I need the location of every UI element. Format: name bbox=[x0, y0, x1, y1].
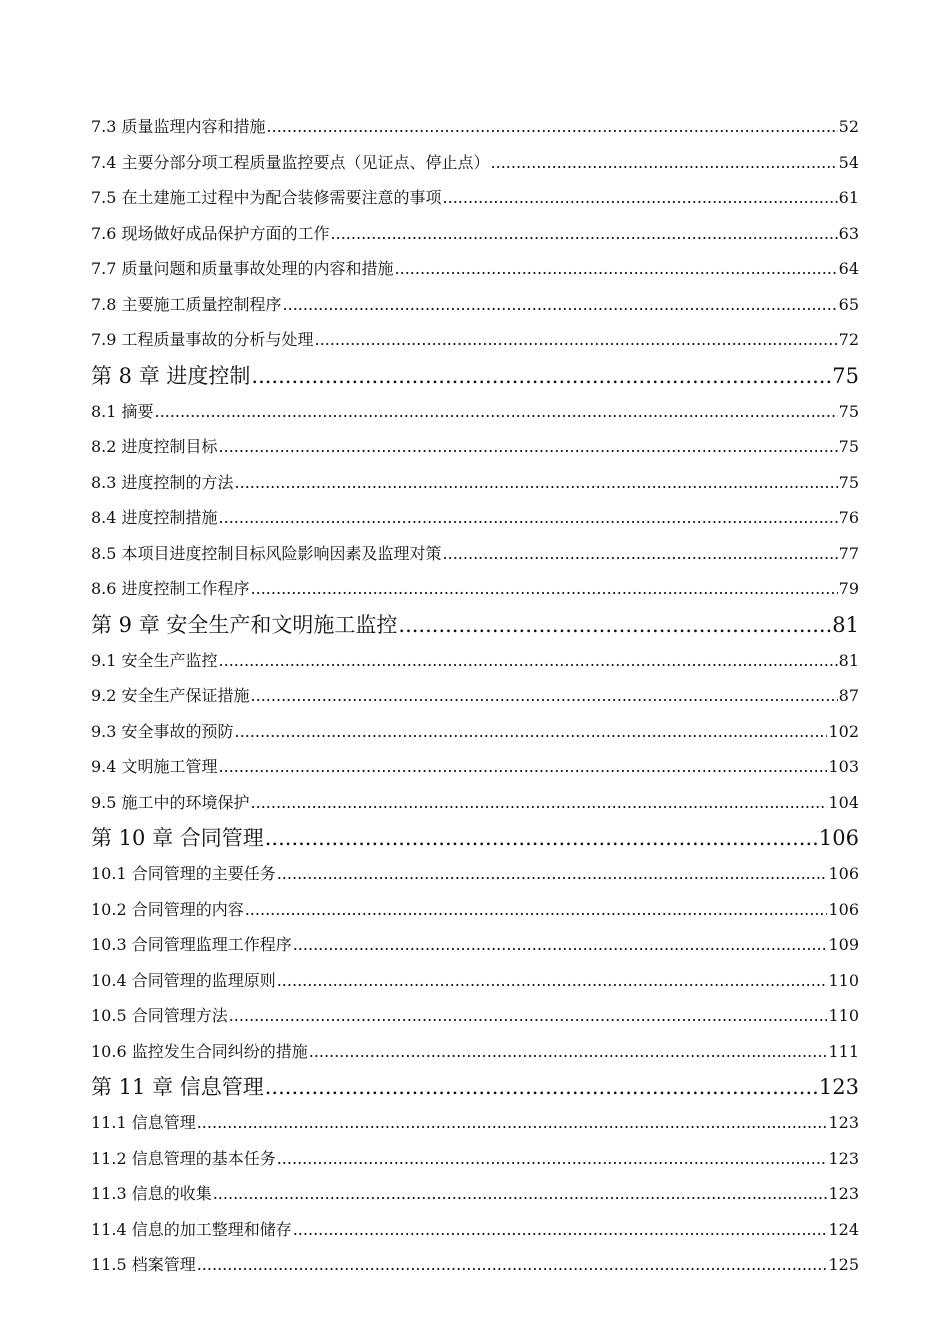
toc-entry[interactable] bbox=[91, 749, 859, 785]
toc-entry-page: 102 bbox=[828, 721, 859, 741]
toc-entry-page: 125 bbox=[828, 1255, 859, 1274]
toc-entry-page: 111 bbox=[828, 1041, 859, 1061]
toc-entry[interactable] bbox=[91, 322, 859, 358]
toc-entry[interactable] bbox=[91, 251, 859, 287]
toc-dot-leader bbox=[293, 1212, 828, 1248]
toc-entry-page: 110 bbox=[828, 970, 859, 990]
toc-entry[interactable] bbox=[91, 429, 859, 465]
toc-entry-page: 65 bbox=[838, 294, 859, 314]
toc-entry[interactable] bbox=[91, 856, 859, 892]
toc-entry[interactable] bbox=[91, 678, 859, 714]
toc-entry-page: 123 bbox=[828, 1184, 859, 1203]
toc-entry[interactable] bbox=[91, 1212, 859, 1248]
toc-dot-leader bbox=[265, 820, 818, 856]
toc-entry[interactable] bbox=[91, 1034, 859, 1070]
toc-entry-title: 8.6 进度控制工作程序 bbox=[91, 579, 250, 598]
toc-entry-page: 52 bbox=[838, 117, 859, 136]
toc-entry[interactable] bbox=[91, 927, 859, 963]
toc-dot-leader bbox=[155, 394, 838, 430]
toc-entry-title: 9.4 文明施工管理 bbox=[91, 757, 218, 776]
toc-entry[interactable] bbox=[91, 1247, 859, 1283]
toc-entry-title: 7.6 现场做好成品保护方面的工作 bbox=[91, 223, 330, 243]
toc-entry-title: 11.1 信息管理 bbox=[91, 1113, 196, 1132]
toc-chapter-title: 第 8 章 进度控制 bbox=[91, 363, 251, 388]
toc-entry-page: 123 bbox=[828, 1148, 859, 1168]
toc-entry-title: 8.2 进度控制目标 bbox=[91, 437, 218, 456]
toc-entry-title: 10.2 合同管理的内容 bbox=[91, 899, 244, 919]
toc-entry-title: 9.5 施工中的环境保护 bbox=[91, 792, 250, 812]
toc-dot-leader bbox=[229, 998, 828, 1034]
toc-chapter-entry[interactable] bbox=[91, 820, 859, 856]
toc-entry-title: 7.3 质量监理内容和措施 bbox=[91, 117, 266, 136]
toc-entry-page: 79 bbox=[838, 579, 859, 598]
toc-entry-title: 11.4 信息的加工整理和储存 bbox=[91, 1219, 292, 1239]
toc-entry-title: 8.3 进度控制的方法 bbox=[91, 472, 234, 492]
toc-entry-page: 106 bbox=[828, 864, 859, 883]
toc-entry[interactable] bbox=[91, 785, 859, 821]
toc-entry-page: 75 bbox=[838, 401, 859, 421]
toc-entry[interactable] bbox=[91, 1176, 859, 1212]
toc-entry-page: 124 bbox=[828, 1219, 859, 1239]
toc-entry-page: 106 bbox=[828, 899, 859, 919]
toc-entry-title: 7.7 质量问题和质量事故处理的内容和措施 bbox=[91, 259, 394, 278]
toc-entry[interactable] bbox=[91, 287, 859, 323]
toc-dot-leader bbox=[235, 465, 838, 501]
toc-entry-title: 8.5 本项目进度控制目标风险影响因素及监理对策 bbox=[91, 543, 442, 563]
toc-entry[interactable] bbox=[91, 714, 859, 750]
toc-entry[interactable] bbox=[91, 500, 859, 536]
toc-entry-page: 76 bbox=[838, 508, 859, 527]
toc-chapter-entry[interactable] bbox=[91, 1069, 859, 1105]
toc-entry[interactable] bbox=[91, 892, 859, 928]
toc-entry-page: 72 bbox=[838, 330, 859, 349]
toc-dot-leader bbox=[395, 251, 838, 287]
toc-dot-leader bbox=[315, 322, 838, 358]
toc-entry-title: 8.4 进度控制措施 bbox=[91, 508, 218, 527]
toc-dot-leader bbox=[309, 1034, 828, 1070]
toc-entry-page: 81 bbox=[838, 650, 859, 670]
toc-entry-title: 7.8 主要施工质量控制程序 bbox=[91, 294, 282, 314]
toc-dot-leader bbox=[491, 145, 838, 181]
toc-dot-leader bbox=[213, 1176, 828, 1212]
toc-dot-leader bbox=[443, 180, 838, 216]
toc-entry-title: 8.1 摘要 bbox=[91, 401, 154, 421]
toc-entry-title: 11.5 档案管理 bbox=[91, 1255, 196, 1274]
toc-entry-page: 123 bbox=[828, 1113, 859, 1132]
toc-entry[interactable] bbox=[91, 571, 859, 607]
toc-entry-title: 11.3 信息的收集 bbox=[91, 1184, 212, 1203]
toc-chapter-entry[interactable] bbox=[91, 358, 859, 394]
toc-chapter-entry[interactable] bbox=[91, 607, 859, 643]
toc-dot-leader bbox=[251, 358, 831, 394]
toc-entry-title: 9.1 安全生产监控 bbox=[91, 650, 218, 670]
table-of-contents bbox=[91, 109, 859, 1283]
toc-dot-leader bbox=[398, 607, 831, 643]
toc-entry-page: 63 bbox=[838, 223, 859, 243]
toc-entry-page: 75 bbox=[838, 472, 859, 492]
toc-entry-title: 10.6 监控发生合同纠纷的措施 bbox=[91, 1041, 308, 1061]
toc-dot-leader bbox=[277, 963, 828, 999]
toc-dot-leader bbox=[219, 500, 838, 536]
toc-entry-title: 10.4 合同管理的监理原则 bbox=[91, 970, 276, 990]
toc-dot-leader bbox=[197, 1105, 828, 1141]
toc-chapter-page: 75 bbox=[832, 363, 859, 388]
toc-entry-title: 7.9 工程质量事故的分析与处理 bbox=[91, 330, 314, 349]
toc-entry-title: 7.5 在土建施工过程中为配合装修需要注意的事项 bbox=[91, 188, 442, 207]
toc-dot-leader bbox=[251, 785, 828, 821]
toc-entry-title: 10.5 合同管理方法 bbox=[91, 1006, 228, 1025]
toc-dot-leader bbox=[219, 429, 838, 465]
toc-chapter-title: 第 9 章 安全生产和文明施工监控 bbox=[91, 612, 398, 637]
toc-entry[interactable] bbox=[91, 963, 859, 999]
toc-dot-leader bbox=[251, 678, 838, 714]
toc-entry[interactable] bbox=[91, 465, 859, 501]
toc-entry-title: 9.2 安全生产保证措施 bbox=[91, 686, 250, 705]
toc-dot-leader bbox=[293, 927, 828, 963]
toc-entry[interactable] bbox=[91, 536, 859, 572]
toc-entry-title: 10.3 合同管理监理工作程序 bbox=[91, 935, 292, 954]
toc-entry-page: 64 bbox=[838, 259, 859, 278]
toc-chapter-page: 81 bbox=[832, 612, 859, 637]
toc-dot-leader bbox=[277, 856, 828, 892]
toc-dot-leader bbox=[277, 1141, 828, 1177]
toc-chapter-page: 106 bbox=[818, 826, 859, 850]
toc-dot-leader bbox=[219, 643, 838, 679]
toc-entry[interactable] bbox=[91, 998, 859, 1034]
toc-chapter-title: 第 10 章 合同管理 bbox=[91, 826, 264, 850]
toc-entry-page: 54 bbox=[838, 152, 859, 172]
toc-entry[interactable] bbox=[91, 180, 859, 216]
toc-chapter-page: 123 bbox=[818, 1075, 859, 1099]
toc-entry[interactable] bbox=[91, 394, 859, 430]
toc-entry-page: 75 bbox=[838, 437, 859, 456]
toc-entry-page: 104 bbox=[828, 792, 859, 812]
toc-entry-page: 87 bbox=[838, 686, 859, 705]
toc-dot-leader bbox=[443, 536, 838, 572]
toc-entry-page: 110 bbox=[828, 1006, 859, 1025]
toc-entry[interactable] bbox=[91, 1141, 859, 1177]
toc-dot-leader bbox=[219, 749, 828, 785]
toc-entry-title: 11.2 信息管理的基本任务 bbox=[91, 1148, 276, 1168]
toc-dot-leader bbox=[235, 714, 828, 750]
toc-entry-page: 77 bbox=[838, 543, 859, 563]
toc-entry-page: 61 bbox=[838, 188, 859, 207]
toc-dot-leader bbox=[265, 1069, 818, 1105]
toc-entry[interactable] bbox=[91, 109, 859, 145]
toc-entry-title: 10.1 合同管理的主要任务 bbox=[91, 864, 276, 883]
toc-chapter-title: 第 11 章 信息管理 bbox=[91, 1075, 264, 1099]
toc-dot-leader bbox=[283, 287, 838, 323]
toc-entry[interactable] bbox=[91, 216, 859, 252]
toc-entry-page: 109 bbox=[828, 935, 859, 954]
toc-entry[interactable] bbox=[91, 643, 859, 679]
toc-dot-leader bbox=[331, 216, 838, 252]
toc-dot-leader bbox=[197, 1247, 828, 1283]
toc-dot-leader bbox=[267, 109, 838, 145]
toc-entry-title: 7.4 主要分部分项工程质量监控要点（见证点、停止点） bbox=[91, 152, 490, 172]
toc-dot-leader bbox=[251, 571, 838, 607]
toc-entry[interactable] bbox=[91, 1105, 859, 1141]
toc-dot-leader bbox=[245, 892, 828, 928]
toc-entry-page: 103 bbox=[828, 757, 859, 776]
toc-entry[interactable] bbox=[91, 145, 859, 181]
toc-entry-title: 9.3 安全事故的预防 bbox=[91, 721, 234, 741]
